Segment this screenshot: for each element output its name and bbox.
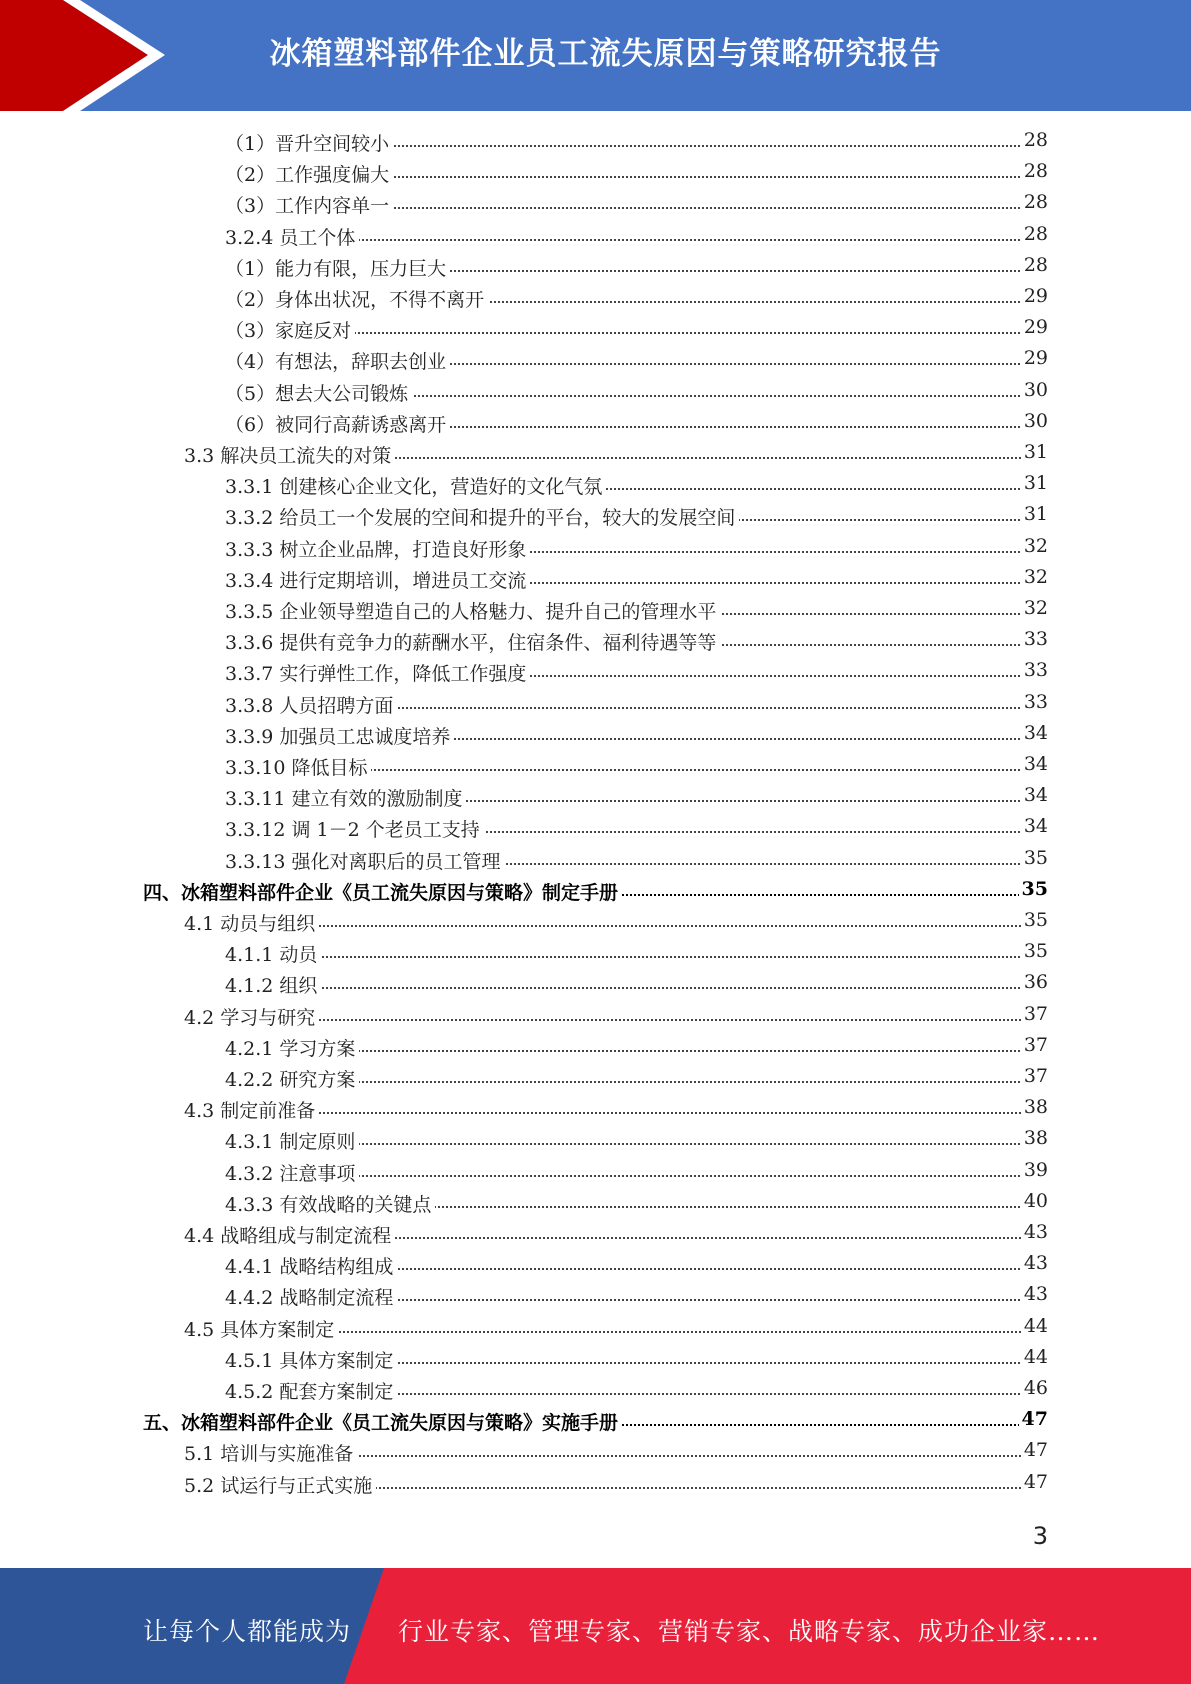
toc-entry-title: 3.3 解决员工流失的对策 (184, 441, 395, 468)
toc-entry[interactable] (0, 283, 1191, 314)
toc-entry-title: 4.3.1 制定原则 (225, 1127, 359, 1154)
toc-entry-page: 28 (1021, 254, 1048, 276)
toc-entry-page: 35 (1021, 940, 1048, 962)
toc-entry-title: 3.3.6 提供有竞争力的薪酬水平，住宿条件、福利待遇等等 (225, 628, 720, 655)
toc-entry[interactable] (0, 1313, 1191, 1344)
toc-entry-page: 47 (1019, 1408, 1048, 1430)
toc-entry[interactable] (0, 1001, 1191, 1032)
toc-entry[interactable] (0, 1344, 1191, 1375)
toc-entry[interactable] (0, 345, 1191, 376)
toc-entry[interactable] (0, 1281, 1191, 1312)
toc-entry[interactable] (0, 1469, 1191, 1500)
toc-entry-page: 31 (1021, 441, 1048, 463)
toc-entry[interactable] (0, 1032, 1191, 1063)
toc-entry[interactable] (0, 377, 1191, 408)
toc-entry[interactable] (0, 1437, 1191, 1468)
toc-entry-title: 4.4.1 战略结构组成 (225, 1252, 397, 1279)
toc-entry-title: 4.2.2 研究方案 (225, 1065, 359, 1092)
toc-entry-page: 30 (1021, 410, 1048, 432)
toc-entry[interactable] (0, 1250, 1191, 1281)
toc-entry-title: 3.3.5 企业领导塑造自己的人格魅力、提升自己的管理水平 (225, 597, 720, 624)
toc-entry-page: 35 (1019, 878, 1048, 900)
toc-entry-title: 4.5.1 具体方案制定 (225, 1346, 397, 1373)
toc-entry[interactable] (0, 408, 1191, 439)
toc-entry-title: （1）晋升空间较小 (225, 129, 393, 156)
toc-entry[interactable] (0, 470, 1191, 501)
toc-entry-title: 4.3.2 注意事项 (225, 1159, 359, 1186)
toc-entry[interactable] (0, 533, 1191, 564)
toc-entry-title: 3.3.4 进行定期培训，增进员工交流 (225, 566, 530, 593)
toc-entry-page: 28 (1021, 160, 1048, 182)
toc-dot-leader (225, 987, 1048, 989)
document-title: 冰箱塑料部件企业员工流失原因与策略研究报告 (269, 36, 942, 72)
toc-entry-page: 31 (1021, 503, 1048, 525)
page-header (0, 0, 1191, 111)
toc-entry-page: 28 (1021, 129, 1048, 151)
toc-entry-page: 36 (1021, 971, 1048, 993)
toc-entry-page: 35 (1021, 909, 1048, 931)
toc-entry-page: 32 (1021, 566, 1048, 588)
toc-entry-page: 39 (1021, 1159, 1048, 1181)
toc-entry-page: 38 (1021, 1127, 1048, 1149)
toc-entry[interactable] (0, 751, 1191, 782)
toc-entry-page: 30 (1021, 379, 1048, 401)
toc-entry[interactable] (0, 720, 1191, 751)
toc-entry[interactable] (0, 626, 1191, 657)
toc-entry[interactable] (0, 127, 1191, 158)
toc-entry-title: 3.3.3 树立企业品牌，打造良好形象 (225, 535, 530, 562)
toc-entry-page: 37 (1021, 1065, 1048, 1087)
toc-entry[interactable] (0, 501, 1191, 532)
toc-entry[interactable] (0, 158, 1191, 189)
toc-entry-page: 31 (1021, 472, 1048, 494)
toc-entry-title: 5.1 培训与实施准备 (184, 1439, 357, 1466)
toc-entry-title: 3.3.2 给员工一个发展的空间和提升的平台，较大的发展空间 (225, 503, 739, 530)
toc-entry[interactable] (0, 1094, 1191, 1125)
toc-dot-leader (225, 956, 1048, 958)
toc-entry-title: 4.1 动员与组织 (184, 909, 319, 936)
toc-entry-page: 43 (1021, 1283, 1048, 1305)
toc-entry-page: 33 (1021, 628, 1048, 650)
toc-entry[interactable] (0, 1188, 1191, 1219)
toc-entry-title: 4.2 学习与研究 (184, 1003, 319, 1030)
toc-entry-page: 34 (1021, 753, 1048, 775)
toc-entry-title: 4.1.1 动员 (225, 940, 321, 967)
toc-entry-page: 29 (1021, 316, 1048, 338)
toc-entry-page: 33 (1021, 691, 1048, 713)
toc-entry-title: 3.3.11 建立有效的激励制度 (225, 784, 466, 811)
toc-entry[interactable] (0, 595, 1191, 626)
toc-entry-title: 4.2.1 学习方案 (225, 1034, 359, 1061)
footer-slogan-left: 让每个人都能成为 (143, 1617, 352, 1646)
toc-entry-title: 4.4.2 战略制定流程 (225, 1283, 397, 1310)
toc-entry-title: （1）能力有限，压力巨大 (225, 254, 450, 281)
toc-entry-title: （4）有想法，辞职去创业 (225, 347, 450, 374)
toc-entry-page: 34 (1021, 722, 1048, 744)
toc-entry-title: 4.5 具体方案制定 (184, 1315, 338, 1342)
toc-entry[interactable] (0, 1375, 1191, 1406)
toc-entry[interactable] (0, 439, 1191, 470)
toc-entry-page: 34 (1021, 784, 1048, 806)
toc-entry[interactable] (0, 1063, 1191, 1094)
toc-entry[interactable] (0, 1125, 1191, 1156)
toc-entry[interactable] (0, 1406, 1191, 1437)
toc-entry-page: 28 (1021, 191, 1048, 213)
toc-entry[interactable] (0, 314, 1191, 345)
footer-slogan-right: 行业专家、管理专家、营销专家、战略专家、成功企业家…… (398, 1617, 1101, 1646)
page-footer (0, 1568, 1191, 1684)
toc-entry-title: （3）家庭反对 (225, 316, 355, 343)
toc-entry[interactable] (0, 907, 1191, 938)
toc-entry-title: 4.3.3 有效战略的关键点 (225, 1190, 435, 1217)
toc-entry-title: （3）工作内容单一 (225, 191, 393, 218)
page-number: 3 (1032, 1522, 1048, 1550)
toc-entry-title: 3.2.4 员工个体 (225, 223, 359, 250)
toc-entry-title: （5）想去大公司锻炼 (225, 379, 412, 406)
toc-entry-title: 4.3 制定前准备 (184, 1096, 319, 1123)
toc-entry[interactable] (0, 189, 1191, 220)
toc-entry-title: （6）被同行高薪诱惑离开 (225, 410, 450, 437)
toc-entry-title: 3.3.13 强化对离职后的员工管理 (225, 847, 504, 874)
toc-entry-title: 4.5.2 配套方案制定 (225, 1377, 397, 1404)
toc-entry[interactable] (0, 1157, 1191, 1188)
toc-entry[interactable] (0, 221, 1191, 252)
toc-entry-page: 47 (1021, 1471, 1048, 1493)
toc-entry-title: 3.3.10 降低目标 (225, 753, 371, 780)
toc-entry-title: 3.3.1 创建核心企业文化，营造好的文化气氛 (225, 472, 606, 499)
toc-entry-page: 43 (1021, 1221, 1048, 1243)
toc-entry-title: 3.3.7 实行弹性工作，降低工作强度 (225, 659, 530, 686)
toc-entry-page: 29 (1021, 285, 1048, 307)
toc-entry[interactable] (0, 1219, 1191, 1250)
toc-entry[interactable] (0, 969, 1191, 1000)
toc-entry-page: 33 (1021, 659, 1048, 681)
toc-entry-title: 四、冰箱塑料部件企业《员工流失原因与策略》制定手册 (143, 878, 622, 905)
toc-entry-page: 38 (1021, 1096, 1048, 1118)
toc-entry-title: 5.2 试运行与正式实施 (184, 1471, 376, 1498)
toc-entry[interactable] (0, 938, 1191, 969)
toc-entry-page: 44 (1021, 1346, 1048, 1368)
toc-entry-page: 46 (1021, 1377, 1048, 1399)
toc-entry-title: 4.1.2 组织 (225, 971, 321, 998)
toc-entry-page: 37 (1021, 1034, 1048, 1056)
toc-entry[interactable] (0, 813, 1191, 844)
toc-entry-page: 44 (1021, 1315, 1048, 1337)
toc-entry[interactable] (0, 845, 1191, 876)
toc-entry[interactable] (0, 782, 1191, 813)
toc-entry-page: 37 (1021, 1003, 1048, 1025)
toc-entry[interactable] (0, 876, 1191, 907)
toc-entry-page: 32 (1021, 535, 1048, 557)
toc-entry-page: 40 (1021, 1190, 1048, 1212)
toc-entry-title: 3.3.12 调 1－2 个老员工支持 (225, 815, 484, 842)
toc-entry-page: 34 (1021, 815, 1048, 837)
toc-entry-page: 47 (1021, 1439, 1048, 1461)
toc-entry[interactable] (0, 657, 1191, 688)
toc-entry[interactable] (0, 689, 1191, 720)
toc-entry[interactable] (0, 252, 1191, 283)
toc-entry-title: 4.4 战略组成与制定流程 (184, 1221, 395, 1248)
toc-entry-page: 35 (1021, 847, 1048, 869)
toc-entry-page: 29 (1021, 347, 1048, 369)
toc-entry-page: 28 (1021, 223, 1048, 245)
toc-entry-title: 3.3.8 人员招聘方面 (225, 691, 397, 718)
toc-entry-title: （2）身体出状况，不得不离开 (225, 285, 488, 312)
toc-entry-page: 43 (1021, 1252, 1048, 1274)
toc-entry-title: （2）工作强度偏大 (225, 160, 393, 187)
toc-entry-title: 3.3.9 加强员工忠诚度培养 (225, 722, 454, 749)
toc-entry[interactable] (0, 564, 1191, 595)
toc-entry-page: 32 (1021, 597, 1048, 619)
toc-entry-title: 五、冰箱塑料部件企业《员工流失原因与策略》实施手册 (143, 1408, 622, 1435)
